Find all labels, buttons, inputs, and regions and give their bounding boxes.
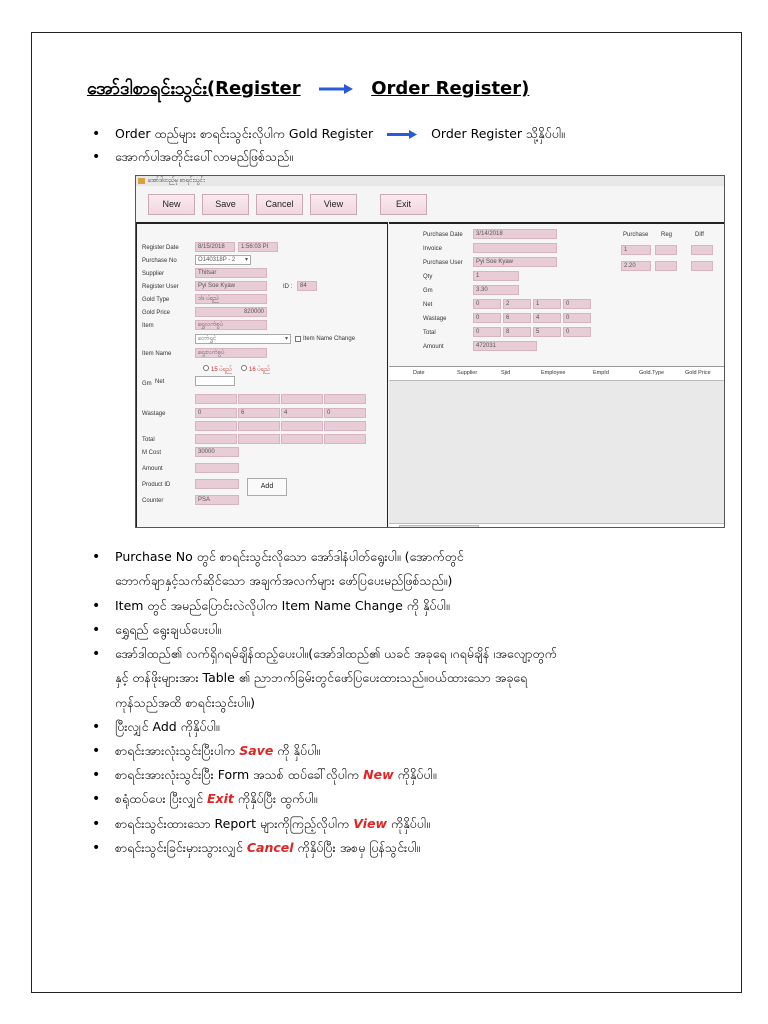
step-continuation — [115, 670, 527, 689]
step-text: နှင့် တန်ဖိုးများအား Table ၏ ညာဘက်ခြမ်းတွင်ဖော်ပြပေးထားသည်။ဝယ်ထားသော အခုရေ — [115, 670, 528, 685]
step-text: အော်ဒါထည်၏ လက်ရှိဂရမ်ချိန်ထည့်ပေးပါ။(အော်ဒါထည်၏ ယခင် အခုရေ ၊ဂရမ်ချိန် ၊အလျော့တွက် — [115, 646, 557, 661]
register-user-field[interactable]: Pyi Soe Kyaw — [195, 281, 267, 291]
total-value-4[interactable]: 0 — [563, 327, 591, 337]
intro-bullet-1-pre: Order ထည်များ စာရင်းသွင်းလိုပါက Gold Register — [115, 126, 374, 141]
step-bullet — [115, 646, 557, 665]
right-arrow-icon — [319, 84, 353, 94]
total-value-3[interactable]: 5 — [533, 327, 561, 337]
qty-field[interactable]: 1 — [473, 271, 519, 281]
total-value-2[interactable]: 8 — [503, 327, 531, 337]
gold-price-label: Gold Price — [142, 310, 171, 316]
grid-header — [389, 367, 725, 381]
add-button[interactable]: Add — [247, 478, 287, 496]
intro-bullet-1 — [115, 126, 565, 145]
gold-price-field[interactable]: 820000 — [195, 307, 267, 317]
purchase-user-field[interactable]: Pyi Soe Kyaw — [473, 257, 557, 267]
wastage-sub-cell-1[interactable] — [195, 421, 237, 431]
wastage-value-4[interactable]: 0 — [563, 313, 591, 323]
gold-type-label: Gold Type — [142, 297, 170, 303]
net-cell-1[interactable] — [195, 394, 237, 404]
reg-value-2[interactable] — [655, 261, 677, 271]
amount-field[interactable] — [195, 463, 239, 473]
product-id-label: Product ID — [142, 482, 171, 488]
step-bullet — [115, 840, 420, 859]
grid-col-gold-type[interactable]: Gold.Type — [639, 370, 665, 376]
wastage-cell-4[interactable]: 0 — [324, 408, 366, 418]
purchase-value-2[interactable]: 2.20 — [621, 261, 651, 271]
grid-col-date[interactable]: Date — [413, 370, 425, 376]
net-value-4[interactable]: 0 — [563, 299, 591, 309]
step-text: စရုံထပ်ပေး ပြီးလျှင် — [115, 791, 207, 806]
reg-value-1[interactable] — [655, 245, 677, 255]
grid-col-supplier[interactable]: Supplier — [457, 370, 478, 376]
wastage-sub-cell-4[interactable] — [324, 421, 366, 431]
id-label: ID : — [283, 284, 293, 290]
step-text: စာရင်းအားလုံးသွင်းပြီး Form အသစ် ထပ်ခေါ်လိုပါက — [115, 767, 364, 782]
register-time-field[interactable]: 1:56:03 PI — [238, 242, 278, 252]
gold-16-label: 16 ပဲရည် — [249, 367, 271, 373]
gold-15-radio[interactable] — [203, 365, 209, 371]
purchase-user-label: Purchase User — [423, 260, 463, 266]
gm-label: Gm — [142, 381, 152, 387]
register-date-label: Register Date — [142, 245, 179, 251]
step-text: ရွှေရည် ရွေးချယ်ပေးပါ။ — [115, 622, 222, 637]
wastage-sub-cell-2[interactable] — [238, 421, 280, 431]
step-text: ကိုနှိပ်ပြီး ထွက်ပါ။ — [233, 791, 318, 806]
step-continuation — [115, 573, 452, 592]
amount-label-right: Amount — [423, 344, 444, 350]
total-cell-2[interactable] — [238, 434, 280, 444]
page-heading — [87, 76, 529, 103]
app-titlebar — [136, 176, 725, 186]
amount-label: Amount — [142, 466, 163, 472]
counter-field[interactable]: PSA — [195, 495, 239, 505]
net-value-3[interactable]: 1 — [533, 299, 561, 309]
step-text: Purchase No တွင် စာရင်းသွင်းလိုသော အော်ဒါနံပါတ်ရွေးပါ။ (အောက်တွင် — [115, 549, 464, 564]
item-name-field[interactable]: ရှေးလက်စွပ် — [195, 348, 267, 358]
step-text: ပြီးလျှင် Add ကိုနှိပ်ပါ။ — [115, 719, 220, 734]
grid-col-gold-price[interactable]: Gold Price — [685, 370, 711, 376]
register-user-label: Register User — [142, 284, 179, 290]
net-label-right: Net — [423, 302, 433, 308]
intro-bullet-2: • အောက်ပါအတိုင်းပေါ်လာမည်ဖြစ်သည်။ — [115, 149, 293, 168]
net-cell-3[interactable] — [281, 394, 323, 404]
wastage-label: Wastage — [142, 411, 166, 417]
m-cost-field[interactable]: 30000 — [195, 447, 239, 457]
gm-input[interactable] — [195, 376, 235, 386]
total-cell-1[interactable] — [195, 434, 237, 444]
purchase-date-field[interactable]: 3/14/2018 — [473, 229, 557, 239]
gold-type-field[interactable]: ၁၆ ပဲရည် — [195, 294, 267, 304]
net-value-2[interactable]: 2 — [503, 299, 531, 309]
net-value-1[interactable]: 0 — [473, 299, 501, 309]
step-text: ဘောက်ချာနှင့်သက်ဆိုင်သော အချက်အလက်များ ဖော်ပြပေးမည်ဖြစ်သည်။) — [115, 573, 453, 588]
item-label: Item — [142, 323, 154, 329]
purchase-col-label: Purchase — [623, 232, 649, 238]
supplier-label: Supplier — [142, 271, 165, 277]
total-value-1[interactable]: 0 — [473, 327, 501, 337]
reg-col-label: Reg — [661, 232, 673, 238]
purchase-date-label: Purchase Date — [423, 232, 463, 238]
view-button[interactable]: View — [310, 194, 357, 215]
step-text: ကိုနှိပ်ပါ။ — [393, 767, 437, 782]
purchase-info-panel — [389, 222, 725, 528]
diff-value-1[interactable] — [691, 245, 713, 255]
item-field[interactable]: ရွှေလက်စွပ် — [195, 320, 267, 330]
m-cost-label: M Cost — [142, 450, 162, 456]
scrollbar-thumb[interactable] — [399, 525, 479, 528]
cancel-button[interactable]: Cancel — [256, 194, 303, 215]
step-text: ကိုနှိပ်ပါ။ — [387, 816, 430, 831]
purchase-grid[interactable] — [389, 366, 725, 528]
app-icon — [138, 178, 145, 184]
grid-col-sjid[interactable]: Sjid — [501, 370, 511, 376]
item-name-change-checkbox[interactable] — [295, 336, 301, 342]
total-cell-3[interactable] — [281, 434, 323, 444]
step-keyword: View — [353, 816, 388, 831]
chevron-down-icon: ▾ — [284, 336, 288, 342]
wastage-cell-2[interactable]: 6 — [238, 408, 280, 418]
item-select-value: တော်ရွှင် — [198, 336, 217, 342]
step-text: ကုန်သည်အထိ စာရင်းသွင်းပါ။) — [115, 695, 256, 710]
item-name-change-label: Item Name Change — [303, 336, 356, 342]
total-cell-4[interactable] — [324, 434, 366, 444]
step-text: ကိုနှိပ်ပြီး အစမှ ပြန်သွင်းပါ။ — [293, 840, 421, 855]
new-button[interactable]: New — [148, 194, 195, 215]
net-label: Net — [155, 379, 165, 385]
register-date-field[interactable]: 8/15/2018 — [195, 242, 235, 252]
step-keyword: Save — [239, 743, 274, 758]
chevron-down-icon: ▾ — [244, 257, 248, 263]
wastage-value-1[interactable]: 0 — [473, 313, 501, 323]
gold-16-radio[interactable] — [241, 365, 247, 371]
heading-myanmar: အော်ဒါစာရင်းသွင်း(Register — [87, 78, 301, 99]
app-toolbar — [136, 187, 725, 221]
diff-col-label: Diff — [695, 232, 704, 238]
heading-english: Order Register) — [371, 78, 530, 99]
qty-label: Qty — [423, 274, 433, 280]
net-cell-4[interactable] — [324, 394, 366, 404]
amount-field-right[interactable]: 472031 — [473, 341, 537, 351]
grid-horizontal-scrollbar[interactable] — [389, 523, 725, 528]
intro-bullet-1-post: Order Register သို့နှိပ်ပါ။ — [431, 126, 565, 141]
item-select[interactable] — [195, 334, 291, 344]
counter-label: Counter — [142, 498, 164, 504]
purchase-no-select[interactable] — [195, 255, 251, 265]
window-title: အော်ဒါထည်မှ စာရင်းသွင်း — [148, 178, 205, 184]
wastage-cell-3[interactable]: 4 — [281, 408, 323, 418]
id-field[interactable]: 84 — [297, 281, 317, 291]
step-continuation — [115, 695, 255, 714]
step-keyword: Exit — [206, 791, 234, 806]
gm-label-right: Gm — [423, 288, 433, 294]
wastage-label-right: Wastage — [423, 316, 447, 322]
step-bullet — [115, 791, 317, 810]
invoice-label: Invoice — [423, 246, 443, 252]
total-label-right: Total — [423, 330, 436, 336]
step-bullet — [115, 549, 464, 568]
step-bullet — [115, 767, 437, 786]
step-bullet — [115, 816, 430, 835]
purchase-value-1[interactable]: 1 — [621, 245, 651, 255]
gold-15-label: 15 ပဲရည် — [211, 367, 233, 373]
right-arrow-icon — [387, 130, 417, 139]
net-cell-2[interactable] — [238, 394, 280, 404]
diff-value-2[interactable] — [691, 261, 713, 271]
purchase-no-value: O140318P - 2 — [198, 257, 236, 263]
invoice-field[interactable] — [473, 243, 557, 253]
step-text: စာရင်းသွင်းထားသော Report များကိုကြည့်လိုပါက — [115, 816, 354, 831]
wastage-sub-cell-3[interactable] — [281, 421, 323, 431]
step-keyword: Cancel — [246, 840, 294, 855]
supplier-field[interactable]: Thitsar — [195, 268, 267, 278]
grid-col-employee[interactable]: Employee — [541, 370, 566, 376]
step-text: စာရင်းအားလုံးသွင်းပြီးပါက — [115, 743, 240, 758]
step-keyword: New — [363, 767, 394, 782]
wastage-value-3[interactable]: 4 — [533, 313, 561, 323]
wastage-value-2[interactable]: 6 — [503, 313, 531, 323]
total-label: Total — [142, 437, 155, 443]
gm-field[interactable]: 3.30 — [473, 285, 519, 295]
purchase-no-label: Purchase No — [142, 258, 177, 264]
step-text: စာရင်းသွင်းခြင်းမှားသွားလျှင် — [115, 840, 247, 855]
grid-col-empid[interactable]: EmpId — [593, 370, 609, 376]
step-bullet — [115, 719, 220, 738]
product-id-field[interactable] — [195, 479, 239, 489]
app-screenshot — [135, 175, 725, 528]
step-bullet — [115, 598, 450, 617]
step-text: ကို နှိပ်ပါ။ — [273, 743, 321, 758]
wastage-cell-1[interactable]: 0 — [195, 408, 237, 418]
step-text: Item တွင် အမည်ပြောင်းလဲလိုပါက Item Name Change ကို နှိပ်ပါ။ — [115, 598, 450, 613]
step-bullet — [115, 743, 320, 762]
exit-button[interactable]: Exit — [380, 194, 427, 215]
item-name-label: Item Name — [142, 351, 172, 357]
save-button[interactable]: Save — [202, 194, 249, 215]
register-form-panel — [136, 222, 388, 528]
step-bullet — [115, 622, 221, 641]
